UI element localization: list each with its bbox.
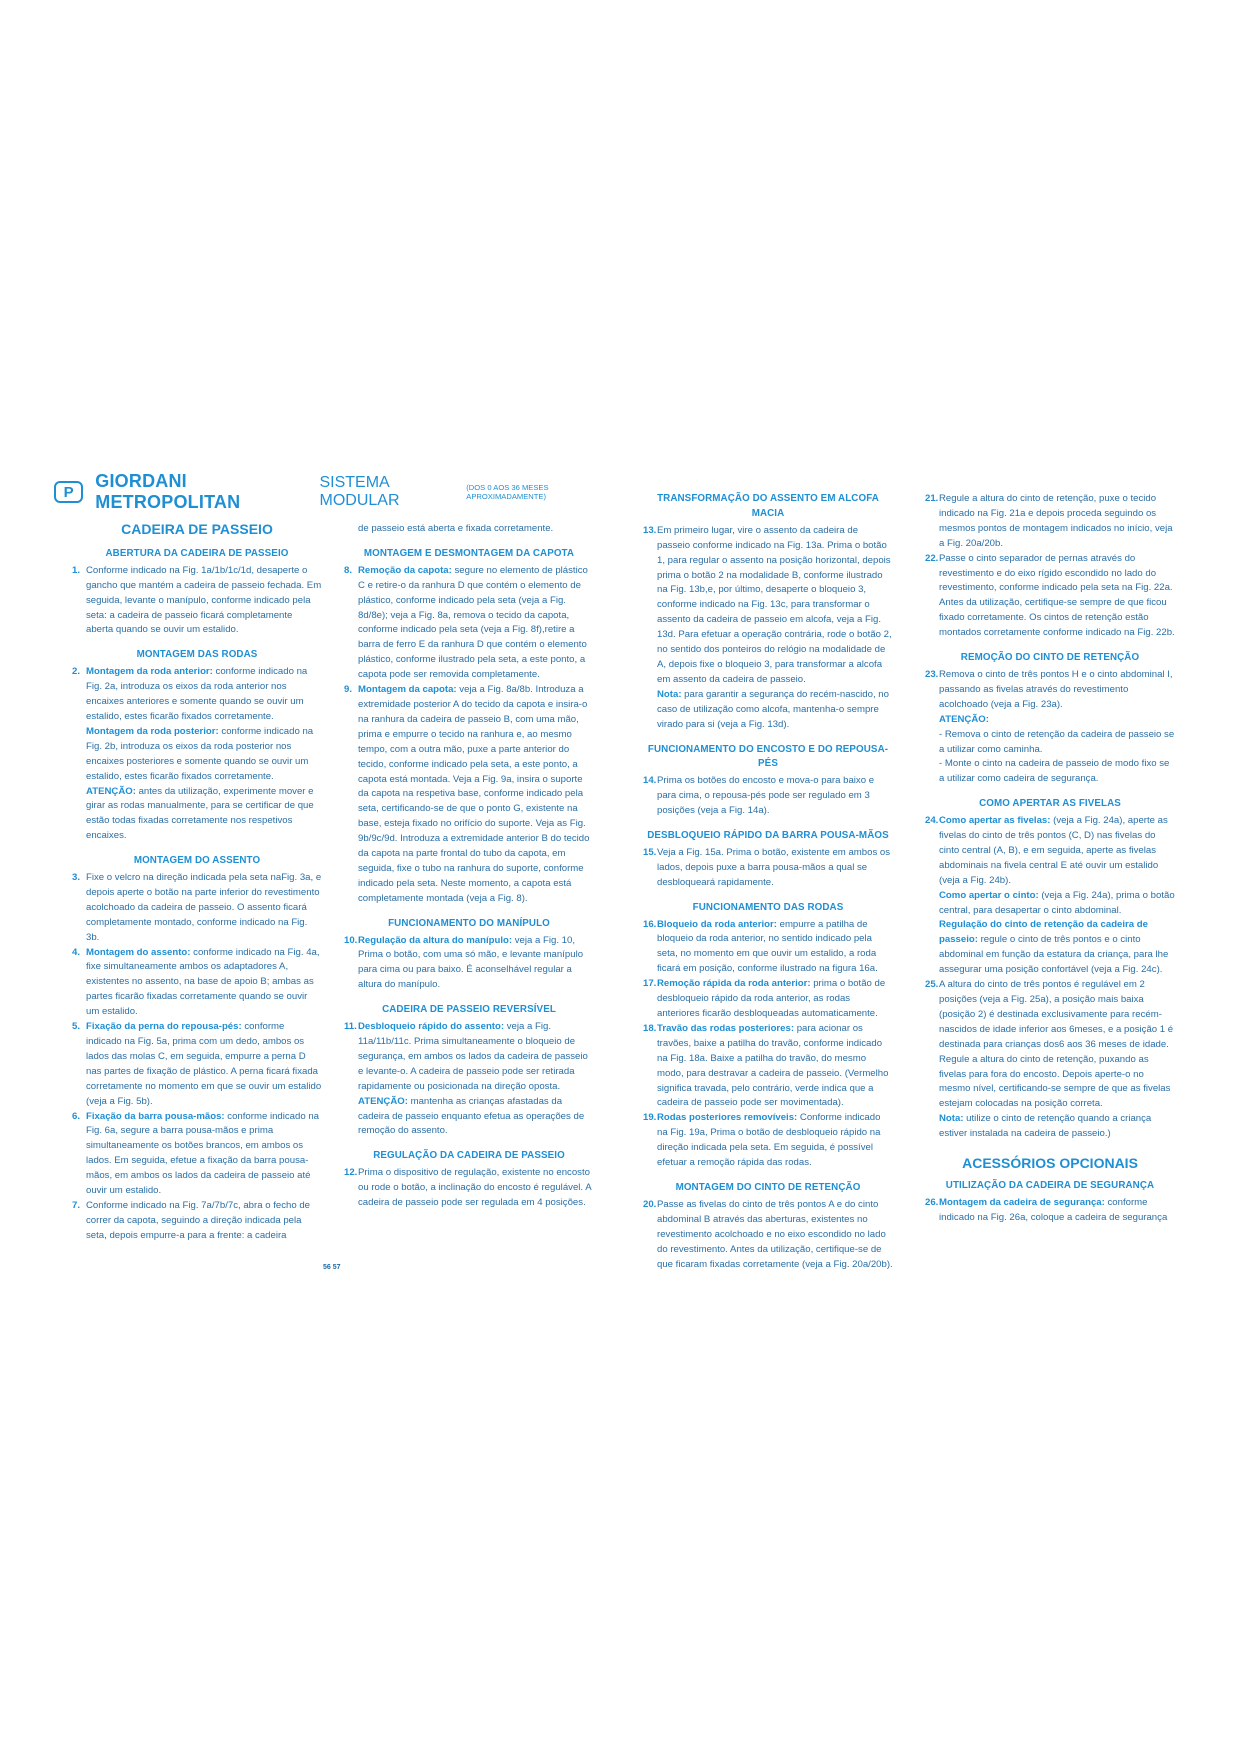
item-25: 25. A altura do cinto de três pontos é regulável em 2 posições (veja a Fig. 25a), a posição mais baixa (posição 2) é destinada exclusivamente para recém-nascidos de idade inferior aos 6meses, e a posição 1 é destinada para crianças dos6 aos 36 meses de idade. Regule a altura do cinto de retenção, puxando as fivelas para fora do encosto. Depois aperte-o no mesmo nível, certificando-se sempre de que as fivelas estejam colocadas na posição correta.: [925, 979, 1174, 1110]
column-1: [72, 522, 322, 1244]
item-number: 19.: [643, 1112, 657, 1124]
item-23-line-2: - Monte o cinto na cadeira de passeio de modo fixo se a utilizar como cadeira de segurança.: [939, 758, 1170, 785]
item-number: 18.: [643, 1022, 657, 1034]
item-13: 13. Em primeiro lugar, vire o assento da cadeira de passeio conforme indicado na Fig. 13a. Prima o botão 1, para regular o assento na posição horizontal, depois prima o botão 2 na modalidade B, conforme ilustrado na Fig. 13b,e, por último, desaperte o bloqueio 3, conforme indicado na Fig. 13c, para transformar o assento da cadeira de passeio em alcofa, veja a Fig. 13d. Para efetuar a operação contrária, rode o botão 2, no sentido dos ponteiros do relógio na modalidade de A, depois fixe o bloqueio 3, para transformar a alcofa em assento da cadeira de passeio.: [643, 524, 892, 685]
heading-reversivel: CADEIRA DE PASSEIO REVERSÍVEL: [382, 1004, 556, 1016]
item-13-nota: Nota: para garantir a segurança do recém-nascido, no caso de utilização como alcofa, mantenha-o sempre virado para si (veja a Fig. 13d).: [657, 688, 889, 730]
item-26: 26. Montagem da cadeira de segurança: conforme indicado na Fig. 26a, coloque a cadeira de segurança: [925, 1196, 1168, 1223]
item-9: 9. Montagem da capota: veja a Fig. 8a/8b. Introduza a extremidade posterior A do tecido da capota e insira-o na ranhura da cadeira de passeio B, com uma mão, prima e empurre o tecido na ranhura e, ao mesmo tempo, com a outra mão, puxe a parte anterior do tecido, conforme indicado pela seta, a este ponto, a capota está montada. Veja a Fig. 9a, insira o suporte da capota na respetiva base, conforme indicado pela seta, certificando-se de que o ponto G, existente na base, esteja fixado no orifício do suporte. Veja as Fig. 9b/9c/9d. Introduza a extremidade anterior B do tecido da capota na parte frontal do tubo da capota, em seguida, fixe o tubo na ranhura do suporte, conforme indicado pela seta. Neste momento, a capota está completamente montada (veja a Fig. 8).: [344, 684, 590, 904]
item-10: 10. Regulação da altura do manípulo: veja a Fig. 10, Prima o botão, com uma só mão, e levante manípulo para cima ou para baixo. É aconselhável regular a altura do manípulo.: [344, 934, 584, 991]
item-number: 21.: [925, 493, 939, 504]
item-21: 21. Regule a altura do cinto de retenção, puxe o tecido indicado na Fig. 21a e depois proceda seguindo os mesmos pontos de montagem indicados no início, veja a Fig. 20a/20b.: [925, 493, 1173, 549]
heading-encosto: FUNCIONAMENTO DO ENCOSTO E DO REPOUSA-PÉS: [647, 743, 889, 770]
heading-capota: MONTAGEM E DESMONTAGEM DA CAPOTA: [363, 547, 575, 559]
heading-regulacao: REGULAÇÃO DA CADEIRA DE PASSEIO: [373, 1150, 565, 1162]
item-7: 7. Conforme indicado na Fig. 7a/7b/7c, abra o fecho de correr da capota, seguindo a direção indicada pela seta, depois empurre-a para a frente: a cadeira: [72, 1199, 310, 1241]
item-number: 20.: [643, 1198, 657, 1210]
heading-seguranca: UTILIZAÇÃO DA CADEIRA DE SEGURANÇA: [945, 1179, 1155, 1191]
item-number: 16.: [643, 918, 657, 930]
page-numbers: 56 57: [323, 1264, 341, 1271]
item-number: 23.: [925, 668, 939, 680]
item-number: 9.: [344, 684, 353, 696]
item-number: 15.: [643, 846, 657, 858]
item-2-atencao: ATENÇÃO: antes da utilização, experimente mover e girar as rodas manualmente, para se certificar de que estão todas fixadas corretamente nos respetivos encaixes.: [86, 785, 314, 842]
heading-barra: DESBLOQUEIO RÁPIDO DA BARRA POUSA-MÃOS: [647, 830, 889, 842]
item-14: 14. Prima os botões do encosto e mova-o para baixo e para cima, o repousa-pés pode ser regulado em 3 posições (veja a Fig. 14a).: [643, 775, 875, 817]
item-number: 6.: [72, 1110, 81, 1122]
item-7-continued: de passeio está aberta e fixada corretamente.: [358, 523, 554, 534]
item-3: 3. Fixe o velcro na direção indicada pela seta naFig. 3a, e depois aperte o botão na parte inferior do revestimento acolchoado da cadeira de passeio. O assento ficará completamente montado, conforme indicado na Fig. 3b.: [72, 872, 322, 943]
item-23-line-1: - Remova o cinto de retenção da cadeira de passeio se a utilizar como caminha.: [939, 728, 1175, 755]
heading-remocao: REMOÇÃO DO CINTO DE RETENÇÃO: [960, 652, 1140, 664]
item-number: 12.: [344, 1167, 358, 1179]
item-number: 25.: [925, 979, 939, 991]
item-number: 1.: [72, 564, 81, 576]
heading-fivelas: COMO APERTAR AS FIVELAS: [979, 798, 1121, 810]
heading-assento: MONTAGEM DO ASSENTO: [133, 855, 261, 867]
column-4: [925, 492, 1175, 1226]
item-16: 16. Bloqueio da roda anterior: empurre a patilha de bloqueio da roda anterior, no sentido indicado pela seta, no momento em que ouvir um estalido, a roda ficará em posição, conforme ilustrado na figura 16a.: [643, 918, 878, 975]
heading-func-rodas: FUNCIONAMENTO DAS RODAS: [692, 901, 844, 913]
item-number: 13.: [643, 524, 657, 536]
system-name: SISTEMA MODULAR: [319, 474, 400, 509]
item-15: 15. Veja a Fig. 15a. Prima o botão, existente em ambos os lados, depois puxe a barra pousa-mãos a qual se desbloqueará rapidamente.: [643, 846, 891, 888]
item-24-regulacao: Regulação do cinto de retenção da cadeira de passeio: regule o cinto de três pontos e o cinto abdominal em função da estatura da criança, para lhe assegurar uma posição confortável (veja a Fig. 24c).: [939, 919, 1169, 976]
column-2: [344, 522, 594, 1211]
item-number: 10.: [344, 934, 358, 946]
item-11: 11. Desbloqueio rápido do assento: veja a Fig. 11a/11b/11c. Prima simultaneamente o bloqueio de segurança, em ambos os lados da cadeira de passeio e levante-o. A cadeira de passeio pode ser retirada rapidamente ou posicionada na direção oposta.: [344, 1021, 588, 1092]
heading-alcofa: TRANSFORMAÇÃO DO ASSENTO EM ALCOFA MACIA: [657, 493, 879, 519]
item-number: 7.: [72, 1199, 81, 1211]
item-22: 22. Passe o cinto separador de pernas através do revestimento e do eixo rígido escondido no lado do revestimento, conforme indicado pela seta na Fig. 22a. Antes da utilização, certifique-se sempre de que ficou fixado corretamente. Os cintos de retenção estão montados corretamente conforme indicado na Fig. 22b.: [925, 552, 1175, 639]
item-number: 24.: [925, 815, 939, 827]
item-25-nota: Nota: utilize o cinto de retenção quando a criança estiver instalada na cadeira de passeio.): [939, 1113, 1152, 1140]
item-number: 8.: [344, 564, 353, 576]
item-23-atencao: ATENÇÃO:: [939, 713, 989, 725]
item-8: 8. Remoção da capota: segure no elemento de plástico C e retire-o da ranhura D que contém o elemento de plástico, conforme indicado pela seta (veja a Fig. 8d/8e); veja a Fig. 8a, remova o tecido da capota, conforme indicado pela seta (veja a Fig. 8f),retire a barra de ferro E da ranhura D que contém o elemento plástico, conforme ilustrado pela seta, a este ponto, a capota pode ser removida completamente.: [344, 564, 588, 681]
item-number: 3.: [72, 872, 81, 884]
item-23: 23. Remova o cinto de três pontos H e o cinto abdominal I, passando as fivelas através do revestimento acolchoado (veja a Fig. 23a).: [925, 668, 1173, 710]
item-20: 20. Passe as fivelas do cinto de três pontos A e do cinto abdominal B através das aberturas, existentes no revestimento acolchoado e no eixo escondido no lado do revestimento. Antes da utilização, certifique-se de que ficaram fixadas corretamente (veja a Fig. 20a/20b).: [643, 1198, 893, 1270]
section-title-acessorios: ACESSÓRIOS OPCIONAIS: [962, 1155, 1138, 1172]
item-4: 4. Montagem do assento: conforme indicado na Fig. 4a, fixe simultaneamente ambos os adaptadores A, existentes no assento, na base de apoio B; ambas as partes ficarão fixadas corretamente quando se ouvir um estalido.: [72, 946, 320, 1018]
item-24: 24. Como apertar as fivelas: (veja a Fig. 24a), aperte as fivelas do cinto de três pontos (C, D) nas fivelas do cinto central (A, B), e em seguida, aperte as fivelas abdominais na fivela central E até ouvir um estalido (veja a Fig. 24b).: [925, 815, 1168, 886]
heading-cinto: MONTAGEM DO CINTO DE RETENÇÃO: [675, 1181, 861, 1193]
item-number: 5.: [72, 1021, 81, 1033]
item-2-posterior: Montagem da roda posterior: conforme indicado na Fig. 2b, introduza os eixos da roda posterior nos encaixes posteriores e somente quando se ouvir um estalido, estes ficarão fixados corretamente.: [86, 725, 314, 782]
item-12: 12. Prima o dispositivo de regulação, existente no encosto ou rode o botão, a inclinação do encosto é regulável. A cadeira de passeio pode ser regulada em 4 posições.: [344, 1167, 592, 1209]
item-18: 18. Travão das rodas posteriores: para acionar os travões, baixe a patilha do travão, conforme indicado na Fig. 18a. Baixe a patilha do travão, do mesmo modo, para destravar a cadeira de passeio. (Vermelho significa travada, pelo contrário, verde indica que a cadeira de passeio pode ser movimentada).: [643, 1022, 889, 1109]
item-5: 5. Fixação da perna do repousa-pés: conforme indicado na Fig. 5a, prima com um dedo, ambos os lados das molas C, em seguida, empurre a perna D nas partes de fixação de plástico. A perna ficará fixada corretamente no momento em que se ouvir um estalido (veja a Fig. 5b).: [72, 1021, 322, 1107]
item-number: 4.: [72, 946, 81, 958]
item-2: 2. Montagem da roda anterior: conforme indicado na Fig. 2a, introduza os eixos da roda anterior nos encaixes anteriores e somente quando se ouvir um estalido, estes ficarão fixados corretamente.: [72, 666, 308, 722]
item-number: 22.: [925, 552, 939, 564]
item-1: 1. Conforme indicado na Fig. 1a/1b/1c/1d, desaperte o gancho que mantém a cadeira de passeio fechada. Em seguida, levante o manípulo, conforme indicado pela seta: a cadeira de passeio ficará completamente aberta quando se ouvir um estalido.: [72, 564, 322, 636]
item-number: 14.: [643, 775, 657, 787]
age-range: (DOS 0 AOS 36 MESES APROXIMADAMENTE): [466, 483, 549, 501]
item-6: 6. Fixação da barra pousa-mãos: conforme indicado na Fig. 6a, segure a barra pousa-mãos e prima simultaneamente os botões brancos, em ambos os lados. Em seguida, efetue a fixação da barra pousa-mãos, em ambos os lados da cadeira de passeio até ouvir um estalido.: [72, 1110, 320, 1197]
heading-rodas: MONTAGEM DAS RODAS: [136, 649, 258, 661]
item-17: 17. Remoção rápida da roda anterior: prima o botão de desbloqueio rápido da roda anterior, as rodas anteriores ficarão desbloqueadas automaticamente.: [643, 978, 886, 1019]
heading-manipulo: FUNCIONAMENTO DO MANÍPULO: [388, 917, 550, 929]
item-number: 2.: [72, 666, 81, 678]
brand-name: GIORDANI METROPOLITAN: [95, 471, 241, 512]
item-number: 11.: [344, 1021, 357, 1033]
item-number: 26.: [925, 1196, 939, 1208]
item-11-atencao: ATENÇÃO: mantenha as crianças afastadas da cadeira de passeio enquanto efetua as operações de remoção do assento.: [358, 1095, 585, 1137]
item-24-cinto: Como apertar o cinto: (veja a Fig. 24a), prima o botão central, para desapertar o cinto abdominal.: [939, 889, 1175, 916]
column-3: [643, 492, 893, 1272]
language-badge: P: [54, 481, 83, 503]
item-number: 17.: [643, 978, 657, 990]
section-title-cadeira: CADEIRA DE PASSEIO: [121, 521, 273, 537]
document-header: [54, 471, 614, 512]
item-19: 19. Rodas posteriores removíveis: Conforme indicado na Fig. 19a, Prima o botão de desbloqueio rápido na direção indicada pela seta. Em seguida, é possível efetuar a remoção rápida das rodas.: [643, 1112, 881, 1169]
heading-abertura: ABERTURA DA CADEIRA DE PASSEIO: [105, 547, 289, 559]
